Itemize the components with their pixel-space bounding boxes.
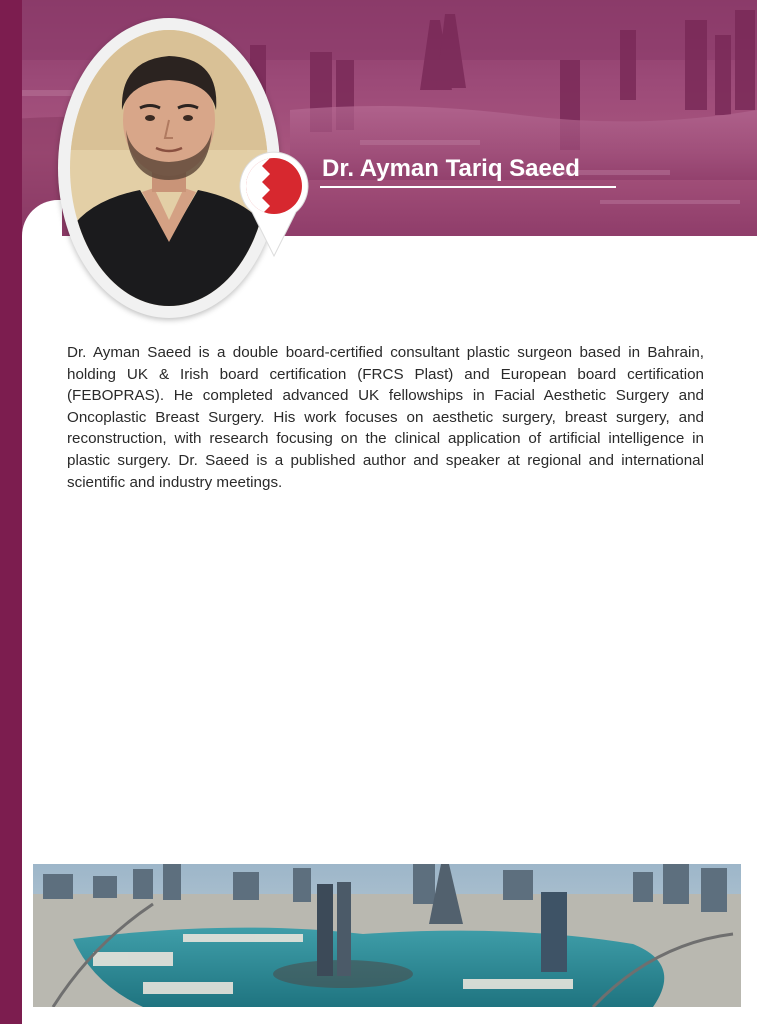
doctor-name: Dr. Ayman Tariq Saeed: [322, 155, 580, 182]
city-skyline-illustration: [33, 864, 741, 1007]
footer-skyline-photo: [33, 864, 741, 1007]
left-accent-bar: [0, 0, 22, 1024]
bahrain-flag-icon: [238, 150, 310, 260]
doctor-name-block: [322, 154, 618, 188]
doctor-biography: Dr. Ayman Saeed is a double board-certified consultant plastic surgeon based in Bahrain, holding UK & Irish board certification (FRCS Plast) and European board certification (FEBOPRAS). He completed advanced UK fellowships in Facial Aesthetic Surgery and Oncoplastic Breast Surgery. His work focuses on aesthetic surgery, breast surgery, and reconstruction, with research focusing on the clinical application of artificial intelligence in plastic surgery. Dr. Saeed is a published author and speaker at regional and international scientific and industry meetings.: [67, 344, 704, 491]
name-underline: [320, 186, 616, 188]
